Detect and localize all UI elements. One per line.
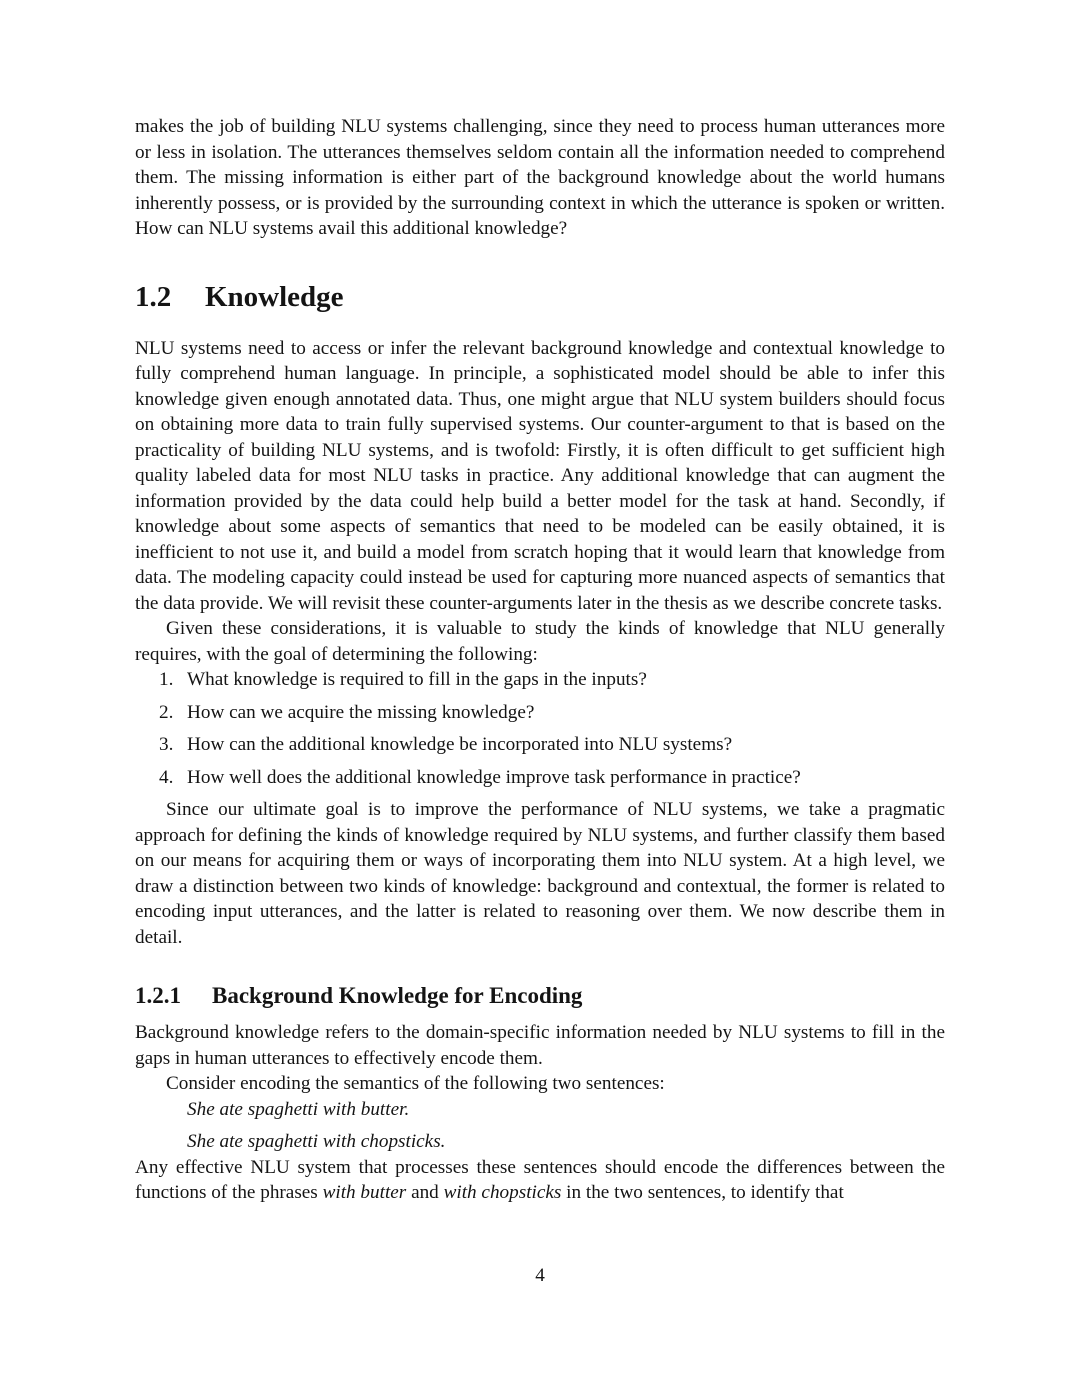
section-paragraph-2: Given these considerations, it is valuable to study the kinds of knowledge that NLU generally requires, with the goal of determining the following:: [135, 618, 945, 665]
list-item-text: How can the additional knowledge be incorporated into NLU systems?: [187, 734, 733, 755]
list-item: [135, 667, 945, 693]
section-paragraph-1: NLU systems need to access or infer the relevant background knowledge and contextual knowledge to fully comprehend human language. In principle, a sophisticated model should be able to infer this knowledge given enough annotated data. Thus, one might argue that NLU system builders should focus on obtaining more data to train fully supervised systems. Our counter-argument to that is based on the practicality of building NLU systems, and is twofold: Firstly, it is often difficult to get sufficient high quality labeled data for most NLU tasks in practice. Any additional knowledge that can augment the information provided by the data could help build a better model for the task at hand. Secondly, if knowledge about some aspects of semantics that need to be modeled can be easily obtained, it is inefficient to not use it, and build a model from scratch hoping that it would learn that knowledge from data. The modeling capacity could instead be used for capturing more nuanced aspects of semantics that the data provide. We will revisit these counter-arguments later in the thesis as we describe concrete tasks.: [135, 337, 945, 614]
subsection-paragraph-3: [135, 1155, 945, 1206]
page-number: 4: [535, 1265, 545, 1286]
list-item-number: 4.: [159, 766, 174, 788]
list-item-number: 1.: [159, 669, 174, 690]
subsection-number: 1.2.1: [135, 983, 181, 1008]
example-sentence: She ate spaghetti with chopsticks.: [187, 1131, 446, 1152]
subsection-paragraph-2: Consider encoding the semantics of the following two sentences:: [166, 1073, 665, 1094]
page-body: [135, 114, 945, 1206]
list-item-text: How can we acquire the missing knowledge?: [187, 701, 535, 723]
list-item-number: 2.: [159, 701, 174, 723]
list-item: [135, 700, 945, 726]
emphasis-phrase: with butter: [322, 1182, 407, 1203]
section-heading: [135, 280, 945, 314]
question-list: [135, 667, 945, 790]
subsection-heading: [135, 982, 945, 1010]
section-title: Knowledge: [205, 280, 344, 313]
emphasis-phrase: with chopsticks: [443, 1182, 562, 1203]
list-item-text: What knowledge is required to fill in the gaps in the inputs?: [187, 669, 647, 690]
intro-paragraph: makes the job of building NLU systems challenging, since they need to process human utterances more or less in isolation. The utterances themselves seldom contain all the information needed to comprehend them. The missing information is either part of the background knowledge about the world humans inherently possess, or is provided by the surrounding context in which the utterance is spoken or written. How can NLU systems avail this additional knowledge?: [135, 116, 945, 239]
list-item: [135, 732, 945, 758]
paragraph-text: Any effective NLU system that processes these sentences should encode the differences between the functions of the phrases: [135, 1156, 945, 1203]
subsection-paragraph-1: Background knowledge refers to the domain-specific information needed by NLU systems to fill in the gaps in human utterances to effectively encode them.: [135, 1022, 945, 1069]
list-item-text: How well does the additional knowledge improve task performance in practice?: [187, 766, 801, 788]
paragraph-text: and: [406, 1182, 444, 1203]
subsection-title: Background Knowledge for Encoding: [212, 983, 583, 1008]
list-item-number: 3.: [159, 734, 174, 755]
section-paragraph-3: Since our ultimate goal is to improve the performance of NLU systems, we take a pragmatic approach for defining the kinds of knowledge required by NLU systems, and further classify them based on our means for acquiring them or ways of incorporating them into NLU system. At a high level, we draw a distinction between two kinds of knowledge: background and contextual, the former is related to encoding input utterances, and the latter is related to reasoning over them. We now describe them in detail.: [135, 799, 945, 948]
list-item: [135, 765, 945, 791]
example-sentence: She ate spaghetti with butter.: [187, 1098, 410, 1120]
paragraph-text: in the two sentences, to identify that: [561, 1182, 844, 1203]
section-number: 1.2: [135, 280, 172, 313]
